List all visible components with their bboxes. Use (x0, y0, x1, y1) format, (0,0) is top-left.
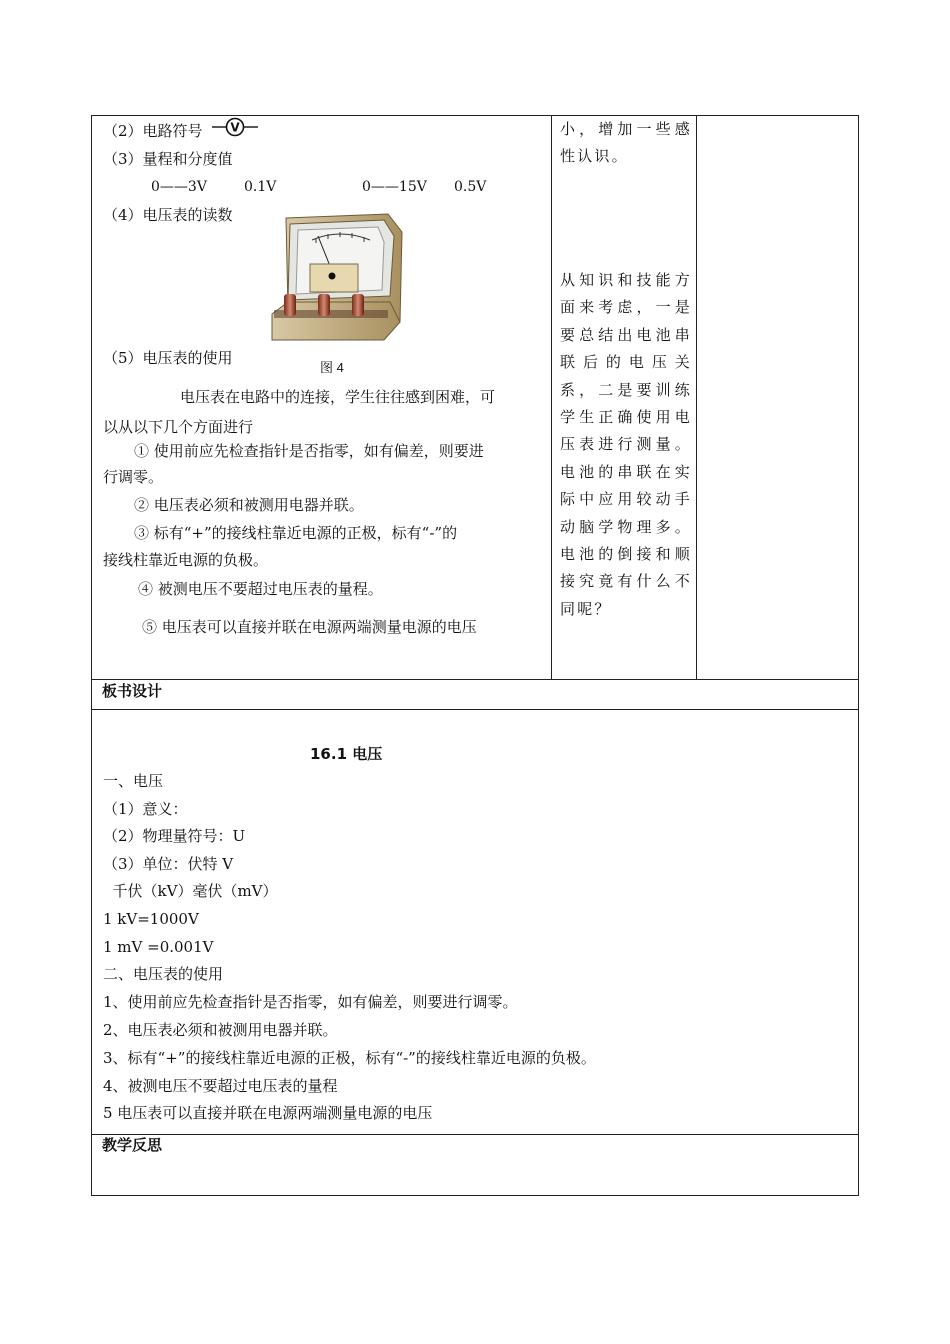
board-line: 5 电压表可以直接并联在电源两端测量电源的电压 (103, 1104, 433, 1122)
board-line: （2）物理量符号：U (103, 827, 246, 845)
note-line: 压表进行测量。 (560, 435, 692, 454)
note-line: 性认识。 (560, 147, 629, 166)
svg-text:V: V (230, 120, 240, 135)
intro-line-1: 电压表在电路中的连接，学生往往感到困难，可 (180, 388, 496, 406)
note-line: 小，增加一些感 (560, 120, 692, 138)
row-divider-1 (91, 679, 859, 680)
notes-column (560, 116, 692, 171)
voltmeter-symbol-icon (212, 117, 258, 137)
board-line: （3）单位：伏特 V (103, 855, 234, 873)
board-line: 4、被测电压不要超过电压表的量程 (103, 1077, 338, 1095)
usage-item-3-line-2: 接线柱靠近电源的负极。 (103, 551, 269, 569)
board-line: 二、电压表的使用 (103, 965, 224, 983)
usage-item-5: ⑤ 电压表可以直接并联在电源两端测量电源的电压 (142, 618, 477, 636)
figure-caption: 图 4 (320, 360, 344, 375)
usage-heading: （5）电压表的使用 (103, 349, 233, 367)
board-line: 1、使用前应先检查指针是否指零，如有偏差，则要进行调零。 (103, 993, 518, 1011)
note-line: 面来考虑，一是 (560, 298, 692, 317)
board-line: 千伏（kV）毫伏（mV） (103, 882, 278, 900)
board-line: （1）意义： (103, 800, 188, 818)
range-15v: 0——15V (362, 179, 427, 195)
note-line: 电池的串联在实 (560, 462, 692, 481)
column-divider-1 (551, 115, 552, 679)
usage-item-2: ② 电压表必须和被测用电器并联。 (134, 496, 364, 514)
row-divider-2 (91, 709, 859, 710)
board-line: 1 mV =0.001V (103, 938, 214, 956)
board-line: 1 kV=1000V (103, 910, 199, 928)
division-15v: 0.5V (454, 179, 487, 195)
circuit-symbol-label: （2）电路符号 (103, 122, 203, 140)
range-3v: 0——3V (151, 179, 207, 195)
reflection-heading: 教学反思 (102, 1136, 163, 1154)
notes-main (560, 267, 692, 623)
note-line: 接究竟有什么不 (560, 572, 692, 591)
reading-heading: （4）电压表的读数 (103, 206, 233, 224)
note-line: 电池的倒接和顺 (560, 545, 692, 564)
board-line: 一、电压 (103, 772, 164, 790)
note-line: 要总结出电池串 (560, 325, 692, 344)
usage-item-3-line-1: ③ 标有“+”的接线柱靠近电源的正极，标有“-”的 (134, 524, 458, 542)
usage-item-1-line-1: ① 使用前应先检查指针是否指零，如有偏差，则要进 (134, 442, 484, 460)
board-line: 2、电压表必须和被测用电器并联。 (103, 1021, 338, 1039)
note-line: 同呢？ (560, 599, 612, 618)
row-divider-3 (91, 1134, 859, 1135)
board-line: 3、标有“+”的接线柱靠近电源的正极，标有“-”的接线柱靠近电源的负极。 (103, 1049, 596, 1067)
column-divider-2 (696, 115, 697, 679)
division-3v: 0.1V (244, 179, 277, 195)
usage-item-4: ④ 被测电压不要超过电压表的量程。 (138, 580, 383, 598)
note-line: 联后的电压关 (560, 353, 692, 372)
note-line: 学生正确使用电 (560, 408, 692, 427)
voltmeter-illustration (266, 210, 406, 348)
note-line: 从知识和技能方 (560, 271, 692, 289)
intro-line-2: 以从以下几个方面进行 (103, 418, 254, 436)
note-line: 际中应用较动手 (560, 490, 692, 509)
note-line: 动脑学物理多。 (560, 517, 692, 536)
note-line: 系，二是要训练 (560, 380, 692, 399)
usage-item-1-line-2: 行调零。 (103, 468, 164, 486)
board-title: 16.1 电压 (310, 745, 383, 763)
range-heading: （3）量程和分度值 (103, 150, 233, 168)
board-design-heading: 板书设计 (102, 682, 163, 700)
